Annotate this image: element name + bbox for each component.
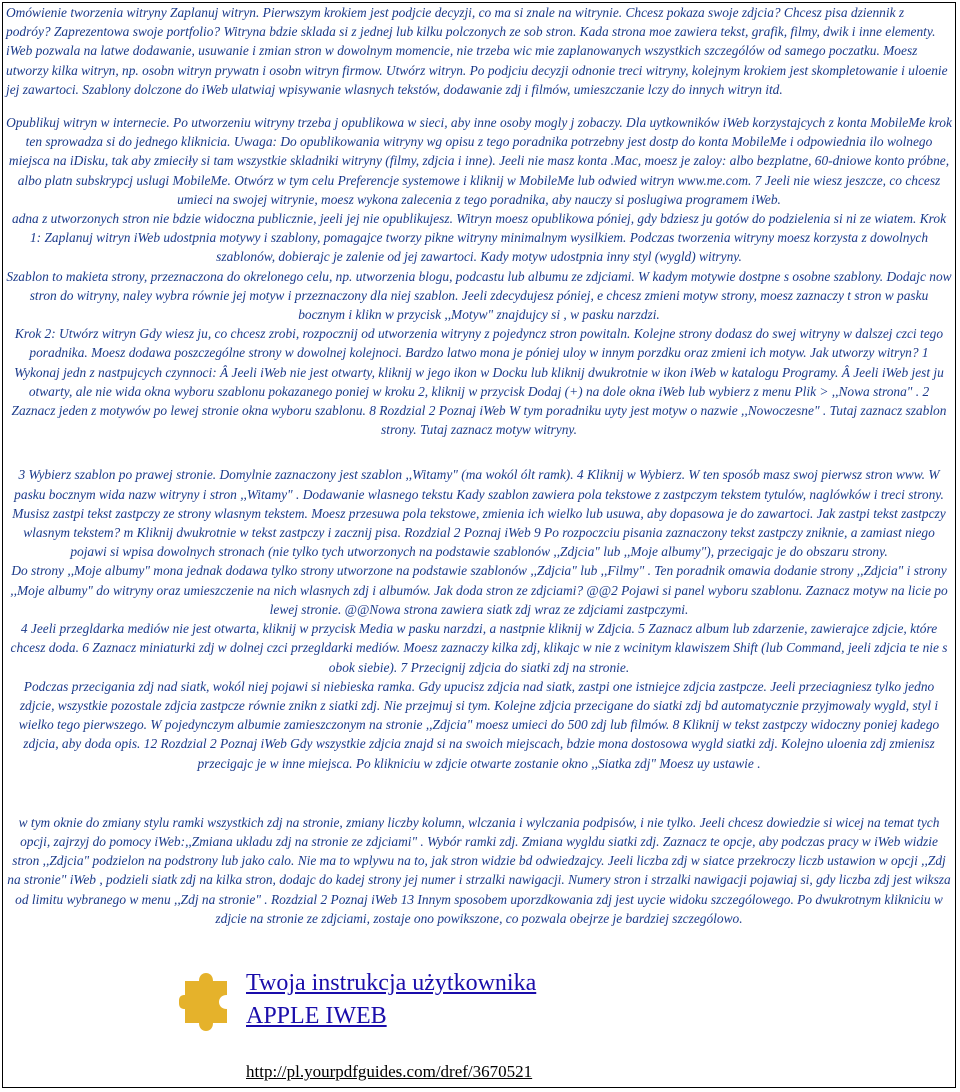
- paragraph-publish: Opublikuj witryn w internecie. Po utworzeniu witryny trzeba j opublikowa w sieci, aby inne osoby mogly j zobaczy. Dla uytkowników iWeb korzystajcych z konta MobileMe krok ten sprowadza si do jednego kliknicia. Uwaga: Do opublikowania witryny wg opisu z tego poradnika potrzebny jest dostp do konta MobileMe i odpowiednia ilo wolnego miejsca na iDisku, tak aby zmieciły si tam wszystkie skladniki witryny (filmy, zdjcia i inne). Jeeli nie masz konta .Mac, moesz je zaloy: albo bezplatne, 60-dniowe konto próbne, albo platn subskrypcj uslugi MobileMe. Otwórz w tym celu Preferencje systemowe i kliknij w MobileMe lub odwied witryn www.me.com. 7 Jeeli nie wiesz jeszcze, co chcesz umieci na swojej witrynie, moesz wykona zalecenia z tego poradnika, aby nauczy si poslugiwa programem iWeb.: [6, 115, 952, 207]
- paragraph-step3: 3 Wybierz szablon po prawej stronie. Domylnie zaznaczony jest szablon ,,Witamy" (ma wokól ólt ramk). 4 Kliknij w Wybierz. W ten sposób masz swoj pierwsz stron www. W pasku bocznym wida nazw witryny i stron ,,Witamy" . Dodawanie wlasnego tekstu Kady szablon zawiera pola tekstowe z zastpczym tekstem tytulów, naglówków i treci strony. Musisz zastpi tekst zastpczy ze strony wlasnym tekstem. Moesz przesuwa pola tekstowe, zmienia ich wielko lub usuwa, aby dopasowa je do zawartoci. Jak zastpi tekst zastpczy wlasnym tekstem? m Kliknij dwukrotnie w tekst zastpczy i zacznij pisa. Rozdzial 2 Poznaj iWeb 9 Po rozpoczciu pisania zaznaczony tekst zastpczy zniknie, a zamiast niego pojawi si wpisa dowolnych stronach (nie tylko tych utworzonych na podstawie szablonów ,,Zdjcia" lub ,,Moje albumy"), przecigajc je do obszaru strony.: [12, 467, 946, 560]
- guide-product-link[interactable]: APPLE IWEB: [246, 1003, 387, 1029]
- document-page: [2, 2, 956, 1088]
- paragraph-grid: Podczas przecigania zdj nad siatk, wokól niej pojawi si niebieska ramka. Gdy upucisz zdjcia nad siatk, zastpi one istniejce zdjcia zastpcze. Jeeli przeciagniesz tylko jedno zdjcie, wszystkie pozostale zdjcia zastpcze równie znikn z siatki zdj. Nie przejmuj si tym. Kolejne zdjcia przecigane do siatki zdj bd automatycznie przyjmowaly wygld, styl i wielko tego pierwszego. W pojedynczym albumie zamieszczonym na stronie ,,Zdjcia" moesz umieci do 500 zdj lub filmów. 8 Kliknij w tekst zastpczy widoczny poniej kadego zdjcia, aby doda opis. 12 Rozdzial 2 Poznaj iWeb Gdy wszystkie zdjcia znajd si na swoich miejscach, bdzie mona dostosowa wygld siatki zdj. Kolejno uloenia zdj zmienisz przecigajc je w inne miejsca. Po klikniciu w zdjcie otwarte zostanie okno ,,Siatka zdj" Moesz uy ustawie .: [18, 678, 940, 771]
- paragraph-albums: Do strony ,,Moje albumy" mona jednak dodawa tylko strony utworzone na podstawie szablonów ,,Zdjcia" lub ,,Filmy" . Ten poradnik omawia dodanie strony ,,Zdjcia" i strony ,,Moje albumy" do witryny oraz umieszczenie na nich wlasnych zdj i albumów. Jak doda stron ze zdjciami? @@2 Pojawi si panel wyboru szablonu. Zaznacz motyw na licie po lewej stronie. @@Nowa strona zawiera siatk zdj wraz ze zdjciami zastpczymi.: [10, 563, 948, 617]
- paragraph-step2: Krok 2: Utwórz witryn Gdy wiesz ju, co chcesz zrobi, rozpocznij od utworzenia witryny z pojedyncz stron powitaln. Kolejne strony dodasz do swej witryny w dalszej czci tego poradnika. Moesz dodawa poszczególne strony w dowolnej kolejnoci. Bardzo latwo mona je póniej uloy w innym porzdku oraz zmieni ich motyw. Jak utworzy witryn? 1 Wykonaj jedn z nastpujcych czynnoci: Â Jeeli iWeb nie jest otwarty, kliknij w jego ikon w Docku lub kliknij dwukrotnie w ikon iWeb w katalogu Programy. Â Jeeli iWeb jest ju otwarty, ale nie wida okna wyboru szablonu pokazanego poniej w kroku 2, kliknij w przycisk Dodaj (+) na dole okna iWeb lub wybierz z menu Plik > ,,Nowa strona" . 2 Zaznacz jeden z motywów po lewej stronie okna wyboru szablonu. 8 Rozdzial 2 Poznaj iWeb W tym poradniku uyty jest motyw o nazwie ,,Nowoczesne" . Tutaj zaznacz szablon strony. Tutaj zaznacz motyw witryny.: [11, 326, 947, 438]
- document-body: [3, 3, 955, 928]
- guide-footer: [179, 965, 739, 1085]
- paragraph-step1: adna z utworzonych stron nie bdzie widoczna publicznie, jeeli jej nie opublikujesz. Witryn moesz opublikowa póniej, gdy bdziesz ju gotów do podzielenia si ni ze wiatem. Krok 1: Zaplanuj witryn iWeb udostpnia motywy i szablony, pomagajce tworzy pikne witryny minimalnym wysilkiem. Podczas tworzenia witryny moesz korzysta z dowolnych szablonów, dobierajc je zalenie od jej zawartoci. Kady motyw udostpnia inny styl (wygld) witryny.: [11, 211, 947, 265]
- paragraph-overview: Omówienie tworzenia witryny Zaplanuj witryn. Pierwszym krokiem jest podjcie decyzji, co ma si znale na witrynie. Chcesz pokaza swoje zdjcia? Chcesz pisa dziennik z podróy? Zaprezentowa swoje portfolio? Witryna bdzie sklada si z jednej lub kilku polczonych ze sob stron. Kada strona moe zawiera tekst, grafik, filmy, dwik i inne elementy. iWeb pozwala na latwe dodawanie, usuwanie i zmian stron w dowolnym momencie, nie trzeba wic mie zaplanowanych wszystkich szczególów od samego poczatku. Moesz utworzy kilka witryn, np. osobn witryn prywatn i osobn witryn firmow. Utwórz witryn. Po podjciu decyzji odnonie treci witryny, kolejnym krokiem jest skompletowanie i uloenie jej zawartoci. Szablony dolczone do iWeb ulatwiaj wpisywanie wlasnych tekstów, dodawanie zdj i filmów, umieszczanie lczy do innych witryn itd.: [6, 5, 948, 97]
- paragraph-grid-options: w tym oknie do zmiany stylu ramki wszystkich zdj na stronie, zmiany liczby kolumn, wlczania i wylczania podpisów, i nie tylko. Jeeli chcesz dowiedzie si wicej na temat tych opcji, zajrzyj do pomocy iWeb:,,Zmiana ukladu zdj na stronie ze zdjciami" . Wybór ramki zdj. Zmiana wygldu siatki zdj. Zaznacz te opcje, aby podczas pracy w iWeb widzie stron ,,Zdjcia" podzielon na podstrony lub jako calo. Nie ma to wplywu na to, jak stron widzie bd odwiedzajcy. Jeeli liczba zdj w siatce przekroczy liczb ustawion w opcji ,,Zdj na stronie" iWeb , podzieli siatk zdj na kilka stron, dodajc do kadej strony jej numer i strzalki nawigacji. Numery stron i strzalki nawigacji pojawiaj si, gdy liczba zdj jest wiksza od limitu wybranego w menu ,,Zdj na stronie" . Rozdzial 2 Poznaj iWeb 13 Innym sposobem uporzdkowania zdj jest uycie widoku szczególowego. Po dwukrotnym klikniciu w zdjcie na stronie ze zdjciami, zostaje ono powikszone, co pozwala obejrze je bardziej szczególowo.: [7, 814, 951, 926]
- guide-url-link[interactable]: http://pl.yourpdfguides.com/dref/3670521: [246, 1062, 533, 1081]
- puzzle-piece-icon: [179, 973, 234, 1041]
- guide-title-link[interactable]: Twoja instrukcja użytkownika: [246, 970, 537, 996]
- paragraph-media: 4 Jeeli przegldarka mediów nie jest otwarta, kliknij w przycisk Media w pasku narzdzi, a nastpnie kliknij w Zdjcia. 5 Zaznacz album lub zdarzenie, zawierajce zdjcie, które chcesz doda. 6 Zaznacz miniaturki zdj w dolnej czci przegldarki mediów. Moesz zaznaczy kilka zdj, klikajc w nie z wcinitym klawiszem Shift (lub Command, jeeli zdjcia te nie s obok siebie). 7 Przecignij zdjcia do siatki zdj na stronie.: [10, 621, 948, 675]
- paragraph-templates: Szablon to makieta strony, przeznaczona do okrelonego celu, np. utworzenia blogu, podcastu lub albumu ze zdjciami. W kadym motywie dostpne s osobne szablony. Dodajc now stron do witryny, naley wybra równie jej motyw i przeznaczony dla niej szablon. Jeeli zdecydujesz póniej, e chcesz zmieni motyw strony, moesz zaznaczy t stron w pasku bocznym i klikn w przycisk ,,Motyw" znajdujcy si , w pasku narzdzi.: [6, 268, 952, 323]
